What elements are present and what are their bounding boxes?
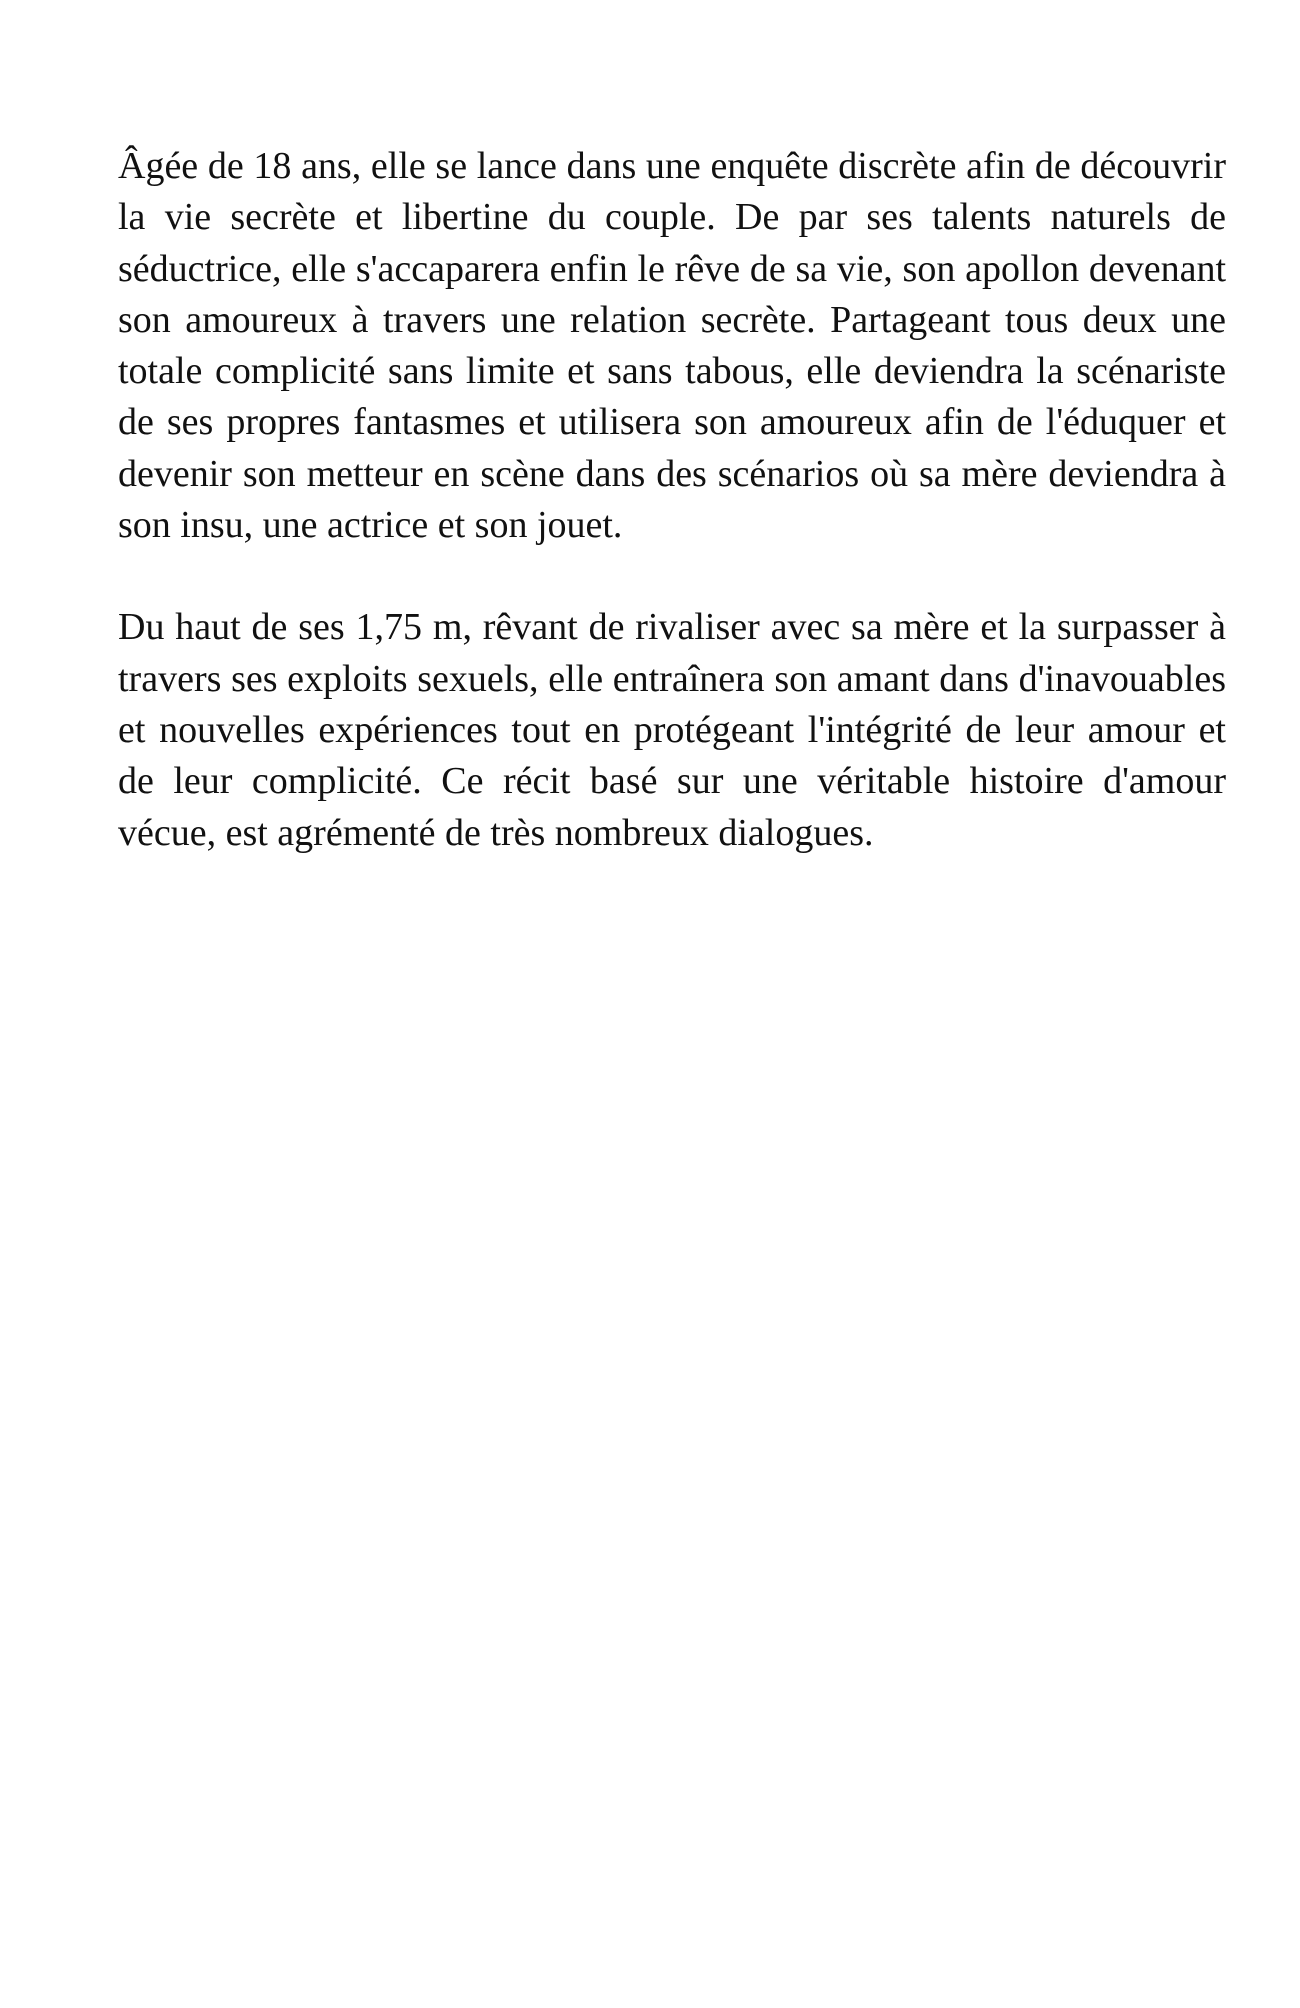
paragraph-1: Âgée de 18 ans, elle se lance dans une enquête discrète afin de découvrir la vie secrète et libertine du couple. De par ses talents naturels de séductrice, elle s'accaparera enfin le rêve de sa vie, son apollon devenant son amoureux à travers une relation secrète. Partageant tous deux une totale complicité sans limite et sans tabous, elle deviendra la scénariste de ses propres fantasmes et utilisera son amoureux afin de l'éduquer et devenir son metteur en scène dans des scénarios où sa mère deviendra à son insu, une actrice et son jouet. bbox=[118, 145, 1226, 547]
document-page bbox=[118, 141, 1226, 859]
paragraph-2: Du haut de ses 1,75 m, rêvant de rivaliser avec sa mère et la surpasser à travers ses exploits sexuels, elle entraînera son amant dans d'inavouables et nouvelles expériences tout en protégeant l'intégrité de leur amour et de leur complicité. Ce récit basé sur une véritable histoire d'amour vécue, est agrémenté de très nombreux dialogues. bbox=[118, 606, 1226, 854]
